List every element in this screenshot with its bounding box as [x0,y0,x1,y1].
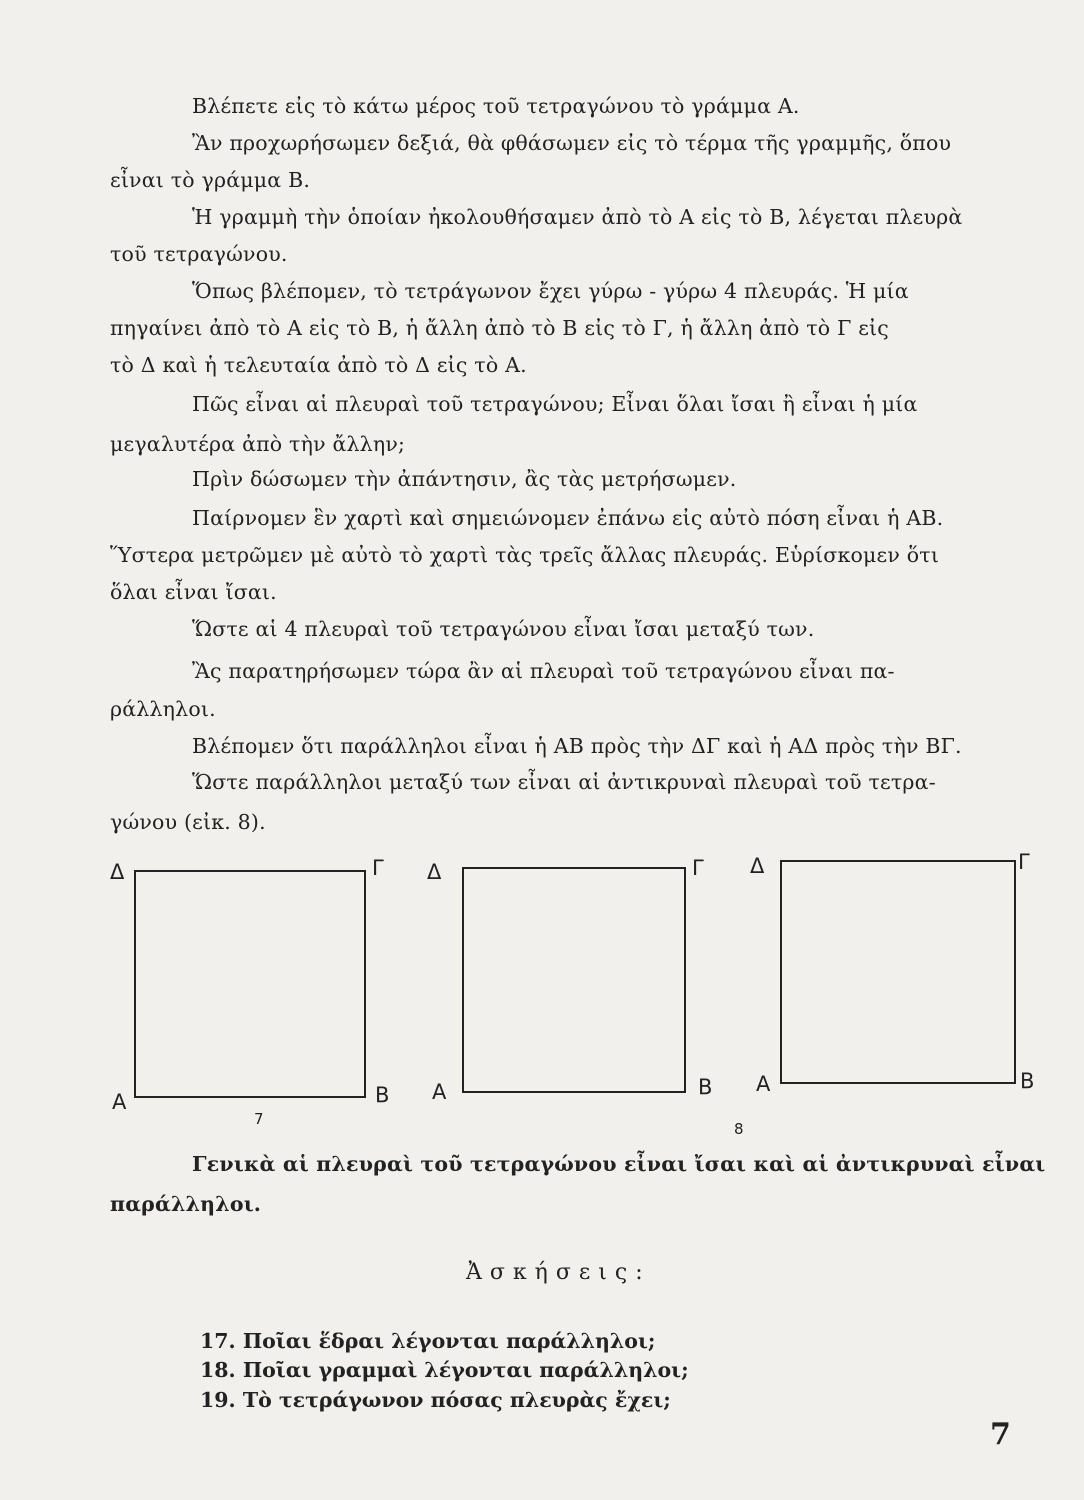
vertex-label-alpha: Α [432,1080,447,1104]
text-line-15: Ὥστε αἱ 4 πλευραὶ τοῦ τετραγώνου εἶναι ἴσαι μεταξύ των. [192,617,815,641]
vertex-label-alpha: Α [756,1072,771,1096]
conclusion-line-1: Γενικὰ αἱ πλευραὶ τοῦ τετραγώνου εἶναι ἴσαι καὶ αἱ ἀντικρυναὶ εἶναι [192,1152,1046,1176]
text-line-14: ὅλαι εἶναι ἴσαι. [110,580,277,604]
square-figure-7 [134,870,366,1098]
page-number: 7 [990,1417,1011,1452]
exercise-item-19 [200,1390,671,1411]
text-line-9: Πῶς εἶναι αἱ πλευραὶ τοῦ τετραγώνου; Εἶναι ὅλαι ἴσαι ἢ εἶναι ἡ μία [192,392,918,416]
vertex-label-delta: Δ [750,854,765,878]
square-figure-8-middle [462,867,686,1093]
text-line-6: Ὅπως βλέπομεν, τὸ τετράγωνον ἔχει γύρω - γύρω 4 πλευράς. Ἡ μία [192,279,909,303]
exercise-number: 19. [200,1388,236,1412]
vertex-label-gamma: Γ [1018,850,1030,874]
exercises-heading: Ἀσκήσεις: [466,1260,651,1285]
vertex-label-alpha: Α [112,1090,127,1114]
text-line-8: τὸ Δ καὶ ἡ τελευταία ἀπὸ τὸ Δ εἰς τὸ Α. [110,353,527,377]
exercise-item-18 [200,1360,689,1381]
vertex-label-delta: Δ [427,860,442,884]
text-line-4: Ἡ γραμμὴ τὴν ὁποίαν ἠκολουθήσαμεν ἀπὸ τὸ Α εἰς τὸ Β, λέγεται πλευρὰ [192,205,963,229]
exercise-number: 18. [200,1358,236,1382]
text-line-12: Παίρνομεν ἓν χαρτὶ καὶ σημειώνομεν ἐπάνω εἰς αὐτὸ πόση εἶναι ἡ ΑΒ. [192,506,944,530]
vertex-label-beta: Β [698,1075,713,1099]
exercise-text: Ποῖαι γραμμαὶ λέγονται παράλληλοι; [242,1358,689,1382]
exercise-number: 17. [200,1329,236,1353]
conclusion-line-2: παράλληλοι. [110,1192,262,1216]
text-line-5: τοῦ τετραγώνου. [110,242,288,266]
figure-number-8: 8 [734,1120,744,1138]
figure-number-7: 7 [254,1110,264,1128]
exercise-text: Ποῖαι ἕδραι λέγονται παράλληλοι; [242,1329,656,1353]
exercise-item-17 [200,1331,655,1352]
text-line-7: πηγαίνει ἀπὸ τὸ Α εἰς τὸ Β, ἡ ἄλλη ἀπὸ τὸ Β εἰς τὸ Γ, ἡ ἄλλη ἀπὸ τὸ Γ εἰς [110,316,889,340]
exercise-text: Τὸ τετράγωνον πόσας πλευρὰς ἔχει; [242,1388,671,1412]
square-figure-8-right [780,860,1016,1084]
vertex-label-delta: Δ [110,860,125,884]
text-line-13: Ὕστερα μετρῶμεν μὲ αὐτὸ τὸ χαρτὶ τὰς τρεῖς ἄλλας πλευράς. Εὑρίσκομεν ὅτι [110,543,940,567]
text-line-16: Ἂς παρατηρήσωμεν τώρα ἂν αἱ πλευραὶ τοῦ τετραγώνου εἶναι πα- [192,659,895,683]
vertex-label-beta: Β [375,1083,390,1107]
vertex-label-beta: Β [1020,1069,1035,1093]
text-line-10: μεγαλυτέρα ἀπὸ τὴν ἄλλην; [110,432,406,456]
text-line-18: Βλέπομεν ὅτι παράλληλοι εἶναι ἡ ΑΒ πρὸς τὴν ΔΓ καὶ ἡ ΑΔ πρὸς τὴν ΒΓ. [192,734,962,758]
text-line-17: ράλληλοι. [110,697,216,721]
vertex-label-gamma: Γ [692,856,704,880]
text-line-1: Βλέπετε εἰς τὸ κάτω μέρος τοῦ τετραγώνου τὸ γράμμα Α. [192,94,800,118]
vertex-label-gamma: Γ [372,856,384,880]
text-line-2: Ἂν προχωρήσωμεν δεξιά, θὰ φθάσωμεν εἰς τὸ τέρμα τῆς γραμμῆς, ὅπου [192,131,952,155]
text-line-19: Ὥστε παράλληλοι μεταξύ των εἶναι αἱ ἀντικρυναὶ πλευραὶ τοῦ τετρα- [192,770,936,794]
text-line-3: εἶναι τὸ γράμμα Β. [110,168,311,192]
text-line-11: Πρὶν δώσωμεν τὴν ἀπάντησιν, ἂς τὰς μετρήσωμεν. [192,467,737,491]
text-line-20: γώνου (εἰκ. 8). [110,810,266,834]
